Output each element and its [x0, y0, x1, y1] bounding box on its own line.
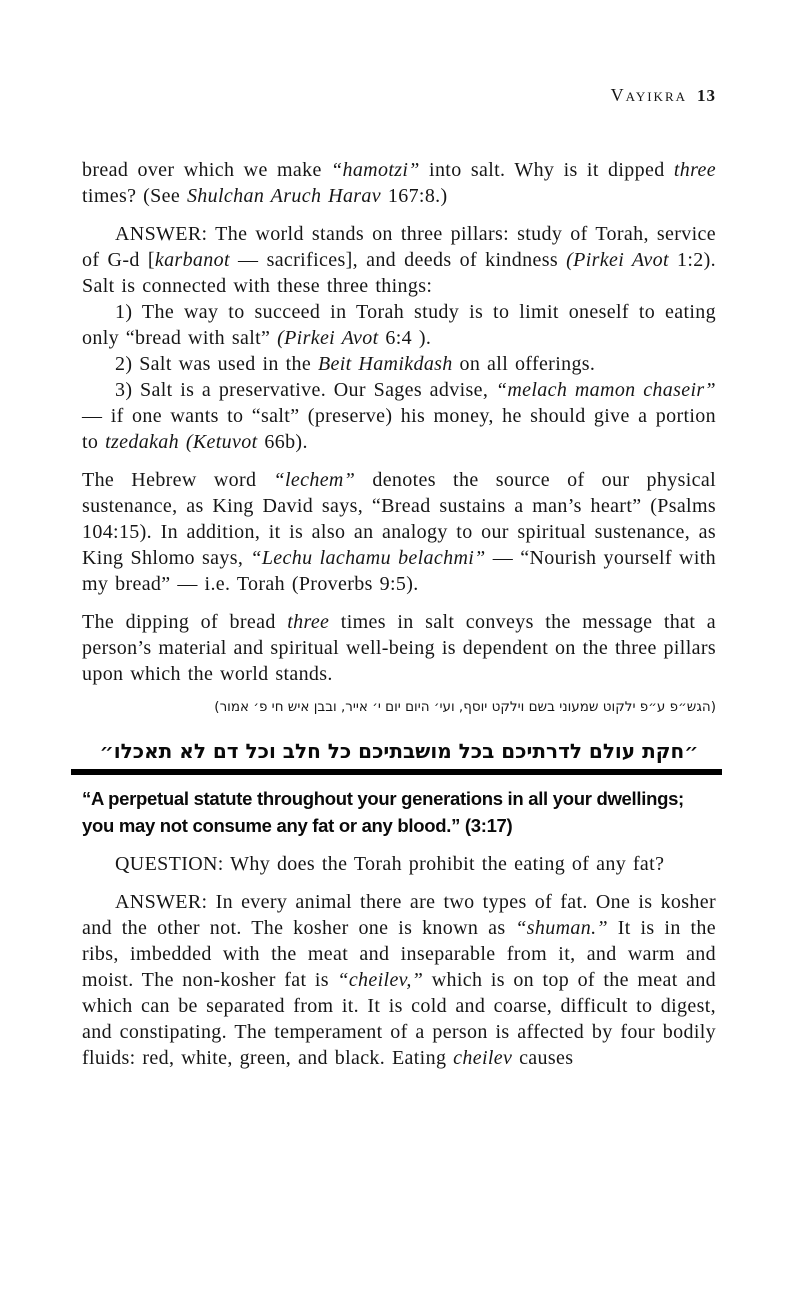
text-run: — “Nourish yourself with my bread” — i.e. Torah (Proverbs 9:5).: [82, 547, 716, 595]
question-paragraph: [82, 851, 716, 877]
page-header: [82, 84, 716, 108]
answer-paragraph: [82, 889, 716, 1071]
text-run: 3) Salt is a preservative. Our Sages advise,: [115, 379, 496, 401]
italic-run: “Lechu lachamu belachmi”: [250, 547, 486, 569]
text-run: which is on top of the meat and which can be separated from it. It is cold and coarse, difficult to digest, and constipating. The temperament of a person is affected by four bodily fluids: red, white, green, and black. Eating: [82, 969, 717, 1069]
text-run: (הגש״פ ע״פ ילקוט שמעוני בשם וילקט יוסף, ועי׳ היום יום י׳ אייר, ובבן איש חי פ׳ אמור): [214, 699, 716, 715]
text-run: 2) Salt was used in the: [115, 353, 318, 375]
text-run: The dipping of bread: [82, 611, 288, 633]
list-item-paragraph: [82, 299, 716, 351]
italic-run: “shuman.”: [515, 917, 608, 939]
text-run: bread over which we make: [82, 159, 331, 181]
text-run: QUESTION: Why does the Torah prohibit the eating of any fat?: [115, 853, 665, 875]
italic-run: “lechem”: [273, 469, 356, 491]
body-paragraph: [82, 609, 716, 687]
body-paragraph: [82, 467, 716, 597]
italic-run: “cheilev,”: [337, 969, 424, 991]
text-run: on all offerings.: [452, 353, 596, 375]
answer-paragraph: [82, 221, 716, 299]
hebrew-verse-heading: [82, 737, 716, 765]
text-run: ANSWER: In every animal there are two types of fat. One is kosher and the other not. The kosher one is known as: [82, 891, 716, 939]
text-run: ״חקת עולם לדרתיכם בכל מושבתיכם כל חלב וכל דם לא תאכלו״: [99, 739, 699, 763]
text-run: denotes the source of our physical sustenance, as King David says, “Bread sustains a man’s heart” (Psalms 104:15). In addition, it is also an analogy to our spiritual sustenance, as King Shlomo says,: [82, 469, 716, 569]
text-run: causes: [512, 1047, 574, 1069]
text-run: It is in the ribs, imbedded with the meat and inseparable from it, and warm and moist. The non-kosher fat is: [82, 917, 716, 991]
text-run: — sacrifices], and deeds of kindness: [229, 249, 567, 271]
text-run: The Hebrew word: [82, 469, 274, 491]
italic-run: (Pirkei Avot: [566, 249, 669, 271]
text-run: times? (See: [82, 185, 187, 207]
text-run: “A perpetual statute throughout your generations in all your dwellings; you may not consume any fat or any blood.” (3:17): [82, 788, 684, 836]
text-run: 66b).: [257, 431, 308, 453]
body-paragraph: [82, 157, 716, 209]
text-column: [82, 0, 716, 1071]
text-run: — if one wants to “salt” (preserve) his money, he should give a portion to: [82, 405, 716, 453]
italic-run: Shulchan Aruch Harav: [186, 185, 382, 207]
book-title: Vayikra: [610, 85, 687, 105]
italic-run: three: [287, 611, 330, 633]
text-run: into salt. Why is it dipped: [419, 159, 674, 181]
italic-run: “melach mamon chaseir”: [495, 379, 716, 401]
text-run: times in salt conveys the message that a person’s material and spiritual well-being is dependent on the three pillars upon which the world stands.: [82, 611, 716, 685]
text-run: ANSWER: The world stands on three pillars: study of Torah, service of G-d [: [82, 223, 716, 271]
text-run: 1) The way to succeed in Torah study is to limit oneself to eating only “bread with salt”: [82, 301, 716, 349]
italic-run: “hamotzi”: [331, 159, 420, 181]
italic-run: tzedakah (Ketuvot: [105, 431, 258, 453]
italic-run: Beit Hamikdash: [317, 353, 453, 375]
italic-run: (Pirkei Avot: [277, 327, 379, 349]
list-item-paragraph: [82, 377, 716, 455]
italic-run: cheilev: [453, 1047, 513, 1069]
hebrew-source-citation: [82, 697, 716, 717]
italic-run: karbanot: [154, 249, 230, 271]
heading-divider-rule: [71, 769, 722, 775]
italic-run: three: [673, 159, 716, 181]
content-blocks: [82, 157, 716, 1071]
page-number: 13: [697, 86, 716, 105]
text-run: 167:8.): [381, 185, 448, 207]
text-run: 6:4 ).: [378, 327, 432, 349]
list-item-paragraph: [82, 351, 716, 377]
text-run: 1:2). Salt is connected with these three things:: [82, 249, 716, 297]
verse-translation: [82, 785, 716, 839]
